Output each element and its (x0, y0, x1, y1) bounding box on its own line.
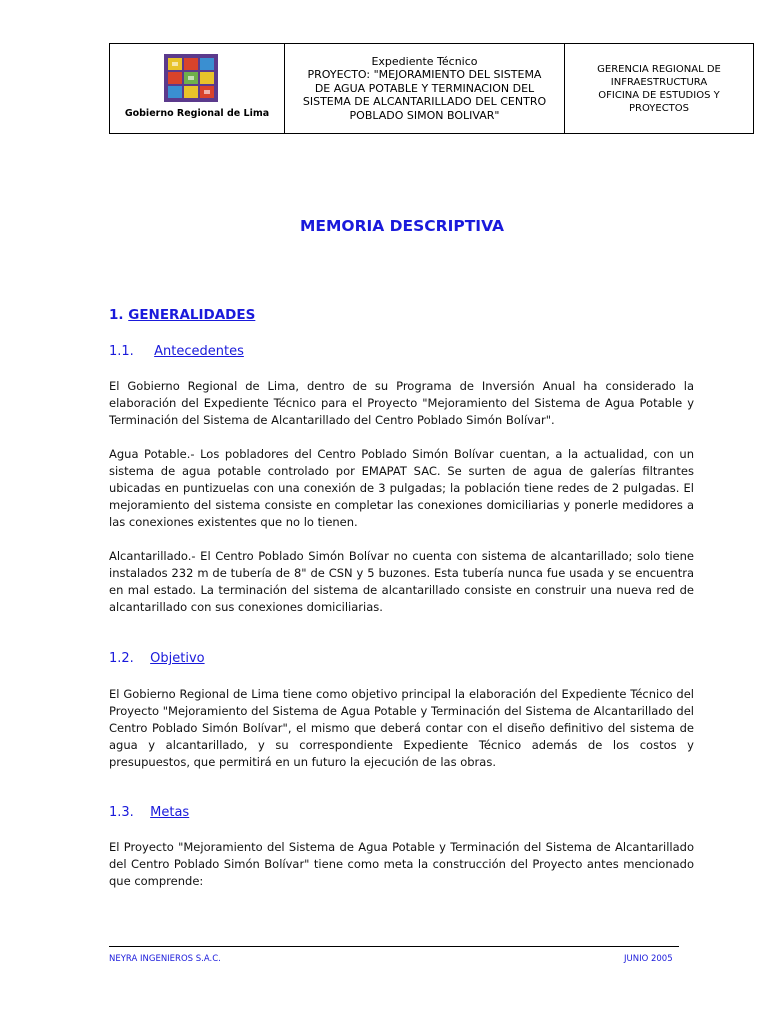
section-1-heading (109, 307, 255, 323)
subsection-1-3-label: Metas (150, 805, 190, 820)
office-cell (565, 44, 753, 133)
subsection-1-1-heading (109, 344, 244, 359)
header-middle-line-5: POBLADO SIMON BOLIVAR" (349, 108, 500, 122)
header-middle-line-1: Expediente Técnico (371, 54, 478, 68)
document-title: MEMORIA DESCRIPTIVA (299, 217, 505, 235)
subsection-1-2-number: 1.2. (109, 651, 134, 666)
project-title-cell (285, 44, 565, 133)
document-header (109, 43, 754, 134)
header-right-line-2: INFRAESTRUCTURA (610, 76, 708, 88)
paragraph-alcantarillado: Alcantarillado.- El Centro Poblado Simón Bolívar no cuenta con sistema de alcantarillado; solo tiene instalados 232 m de tubería de 8" de CSN y 5 buzones. Esta tubería nunca fue usada y se encuentra en mal estado. La terminación del sistema de alcantarillado consiste en construir una nueva red de alcantarillado con sus conexiones domiciliarias. (109, 549, 694, 614)
footer-date: JUNIO 2005 (624, 954, 673, 964)
section-1-number: 1. (109, 307, 124, 323)
paragraph-objetivo: El Gobierno Regional de Lima tiene como objetivo principal la elaboración del Expediente Técnico del Proyecto "Mejoramiento del Sistema de Agua Potable y Terminación del Sistema de Alcantarillado del Centro Poblado Simón Bolívar", el mismo que deberá contar con el diseño definitivo del sistema de agua y alcantarillado, y su correspondiente Expediente Técnico además de los costos y presupuestos, que permitirá en un futuro la ejecución de las obras. (109, 687, 694, 769)
footer-company: NEYRA INGENIEROS S.A.C. (109, 954, 221, 964)
subsection-1-3-number: 1.3. (109, 805, 134, 820)
paragraph-antecedentes: El Gobierno Regional de Lima, dentro de su Programa de Inversión Anual ha considerado la elaboración del Expediente Técnico para el Proyecto "Mejoramiento del Sistema de Agua Potable y Terminación del Sistema de Alcantarillado del Centro Poblado Simón Bolívar". (109, 379, 694, 427)
section-1-label: GENERALIDADES (128, 307, 256, 323)
logo-cell (110, 44, 285, 133)
logo-caption: Gobierno Regional de Lima (124, 108, 270, 119)
subsection-1-1-label: Antecedentes (154, 344, 244, 359)
regional-government-logo (160, 50, 222, 106)
subsection-1-3-heading (109, 805, 189, 820)
paragraph-metas: El Proyecto "Mejoramiento del Sistema de Agua Potable y Terminación del Sistema de Alcantarillado del Centro Poblado Simón Bolívar" tiene como meta la construcción del Proyecto antes mencionado que comprende: (109, 840, 694, 888)
footer-divider (109, 946, 679, 947)
subsection-1-2-label: Objetivo (150, 651, 205, 666)
header-middle-line-2: PROYECTO: "MEJORAMIENTO DEL SISTEMA (307, 68, 542, 82)
header-middle-line-3: DE AGUA POTABLE Y TERMINACION DEL (314, 81, 535, 95)
subsection-1-1-number: 1.1. (109, 344, 134, 359)
header-right-line-1: GERENCIA REGIONAL DE (597, 63, 721, 75)
header-middle-line-4: SISTEMA DE ALCANTARILLADO DEL CENTRO (302, 95, 547, 109)
paragraph-agua-potable: Agua Potable.- Los pobladores del Centro Poblado Simón Bolívar cuentan, a la actualidad, con un sistema de agua potable controlado por EMAPAT SAC. Se surten de agua de galerías filtrantes ubicadas en puntizuelas con una conexión de 3 pulgadas; la población tiene redes de 2 pulgadas. El mejoramiento del sistema consiste en completar las conexiones domiciliarias y ponerle medidores a las conexiones existentes que no lo tienen. (109, 447, 694, 529)
header-right-line-3: OFICINA DE ESTUDIOS Y (598, 89, 720, 101)
subsection-1-2-heading (109, 651, 205, 666)
header-right-line-4: PROYECTOS (628, 102, 690, 114)
